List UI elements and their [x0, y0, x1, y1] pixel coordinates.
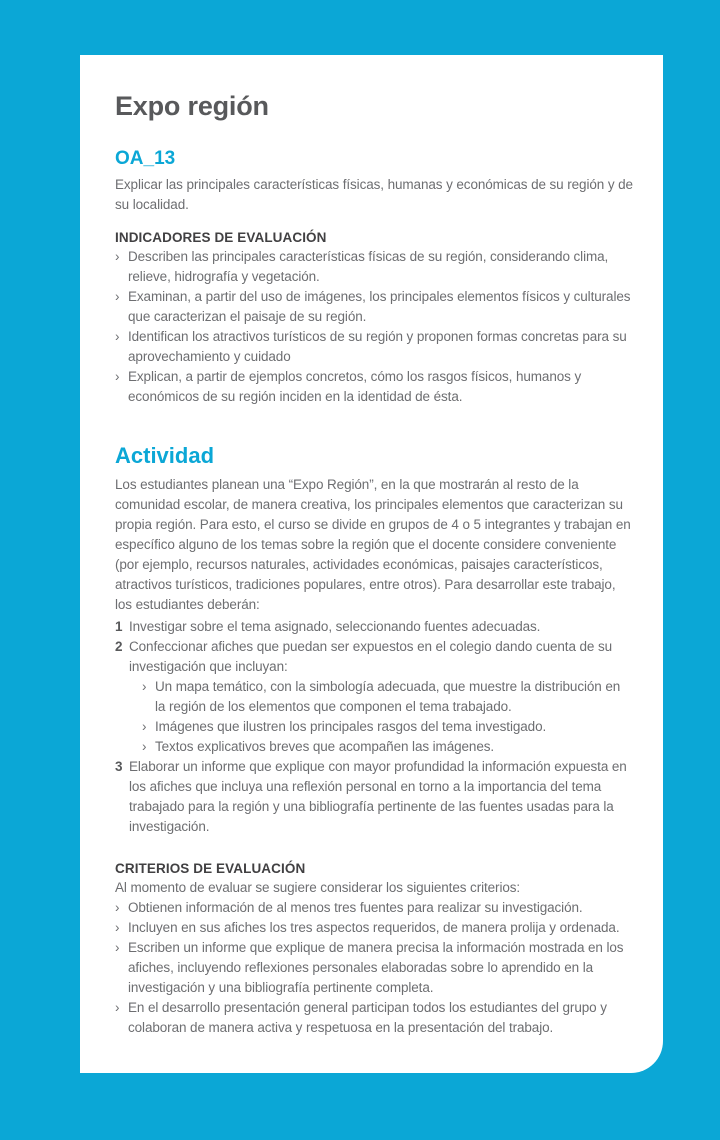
step-number: 1 — [115, 619, 123, 634]
section-activity — [115, 443, 633, 837]
step-text: Confeccionar afiches que puedan ser expuestos en el colegio dando cuenta de su investigación que incluyan: — [129, 639, 613, 674]
activity-step — [115, 617, 633, 637]
step-text: Investigar sobre el tema asignado, seleccionando fuentes adecuadas. — [129, 619, 541, 634]
step-number: 3 — [115, 759, 123, 774]
indicators-list — [115, 247, 633, 407]
indicator-item — [115, 327, 633, 367]
bullet-marker-icon: › — [115, 329, 120, 344]
step-subitem — [142, 737, 633, 757]
criteria-list — [115, 898, 633, 1038]
bullet-marker-icon: › — [115, 289, 120, 304]
subitem-text: Un mapa temático, con la simbología adecuada, que muestre la distribución en la región de los elementos que componen el tema trabajado. — [155, 679, 621, 714]
indicator-text: Examinan, a partir del uso de imágenes, los principales elementos físicos y culturales que caracterizan el paisaje de su región. — [128, 289, 631, 324]
indicator-item — [115, 247, 633, 287]
criteria-heading: CRITERIOS DE EVALUACIÓN — [115, 861, 306, 876]
step-subitem — [142, 677, 633, 717]
bullet-marker-icon: › — [142, 679, 147, 694]
bullet-marker-icon: › — [115, 940, 120, 955]
activity-step — [115, 637, 633, 757]
activity-heading: Actividad — [115, 443, 215, 468]
bullet-marker-icon: › — [115, 920, 120, 935]
activity-intro: Los estudiantes planean una “Expo Región”, en la que mostrarán al resto de la comunidad escolar, de manera creativa, los principales elementos que caracterizan su propia región. Para esto, el curso se divide en grupos de 4 o 5 integrantes y trabajan en específico alguno de los temas sobre la región que el docente considere conveniente (por ejemplo, recursos naturales, actividades económicas, paisajes característicos, atractivos turísticos, tradiciones populares, entre otros). Para desarrollar este trabajo, los estudiantes deberán: — [115, 477, 631, 612]
step-text: Elaborar un informe que explique con mayor profundidad la información expuesta en los afiches que incluya una reflexión personal en torno a la importancia del tema trabajado para la región y una bibliografía pertinente de las fuentes usadas para la investigación. — [129, 759, 627, 834]
section-criteria — [115, 861, 633, 1038]
subitem-text: Textos explicativos breves que acompañen las imágenes. — [155, 739, 495, 754]
oa-heading: OA_13 — [115, 148, 176, 169]
criteria-item — [115, 998, 633, 1038]
oa-description: Explicar las principales características físicas, humanas y económicas de su región y de su localidad. — [115, 177, 633, 212]
activity-step — [115, 757, 633, 837]
page-title: Expo región — [115, 91, 269, 121]
bullet-marker-icon: › — [115, 900, 120, 915]
criteria-text: Escriben un informe que explique de manera precisa la información mostrada en los afiches, incluyendo reflexiones personales elaboradas sobre lo aprendido en la investigación y una bibliografía pertinente completa. — [128, 940, 624, 995]
criteria-intro: Al momento de evaluar se sugiere considerar los siguientes criterios: — [115, 880, 521, 895]
indicator-text: Identifican los atractivos turísticos de su región y proponen formas concretas para su aprovechamiento y cuidado — [128, 329, 627, 364]
indicator-text: Explican, a partir de ejemplos concretos, cómo los rasgos físicos, humanos y económicos de su región inciden en la identidad de ésta. — [128, 369, 582, 404]
document-card — [80, 55, 663, 1073]
indicator-item — [115, 287, 633, 327]
section-oa — [115, 148, 633, 215]
subitem-text: Imágenes que ilustren los principales rasgos del tema investigado. — [155, 719, 547, 734]
criteria-text: Obtienen información de al menos tres fuentes para realizar su investigación. — [128, 900, 583, 915]
criteria-item — [115, 938, 633, 998]
step-number: 2 — [115, 639, 123, 654]
indicator-item — [115, 367, 633, 407]
step-body — [129, 757, 633, 837]
criteria-item — [115, 898, 633, 918]
step-subitem — [142, 717, 633, 737]
bullet-marker-icon: › — [115, 249, 120, 264]
section-indicators — [115, 230, 633, 407]
bullet-marker-icon: › — [115, 1000, 120, 1015]
step-body — [129, 637, 633, 757]
activity-steps — [115, 617, 633, 837]
bullet-marker-icon: › — [142, 719, 147, 734]
indicators-heading: INDICADORES DE EVALUACIÓN — [115, 230, 327, 245]
criteria-text: En el desarrollo presentación general participan todos los estudiantes del grupo y colaboran de manera activa y respetuosa en la presentación del trabajo. — [128, 1000, 607, 1035]
bullet-marker-icon: › — [142, 739, 147, 754]
indicator-text: Describen las principales características físicas de su región, considerando clima, relieve, hidrografía y vegetación. — [128, 249, 609, 284]
criteria-text: Incluyen en sus afiches los tres aspectos requeridos, de manera prolija y ordenada. — [128, 920, 620, 935]
step-subitems — [142, 677, 633, 757]
criteria-item — [115, 918, 633, 938]
step-body — [129, 617, 633, 637]
bullet-marker-icon: › — [115, 369, 120, 384]
